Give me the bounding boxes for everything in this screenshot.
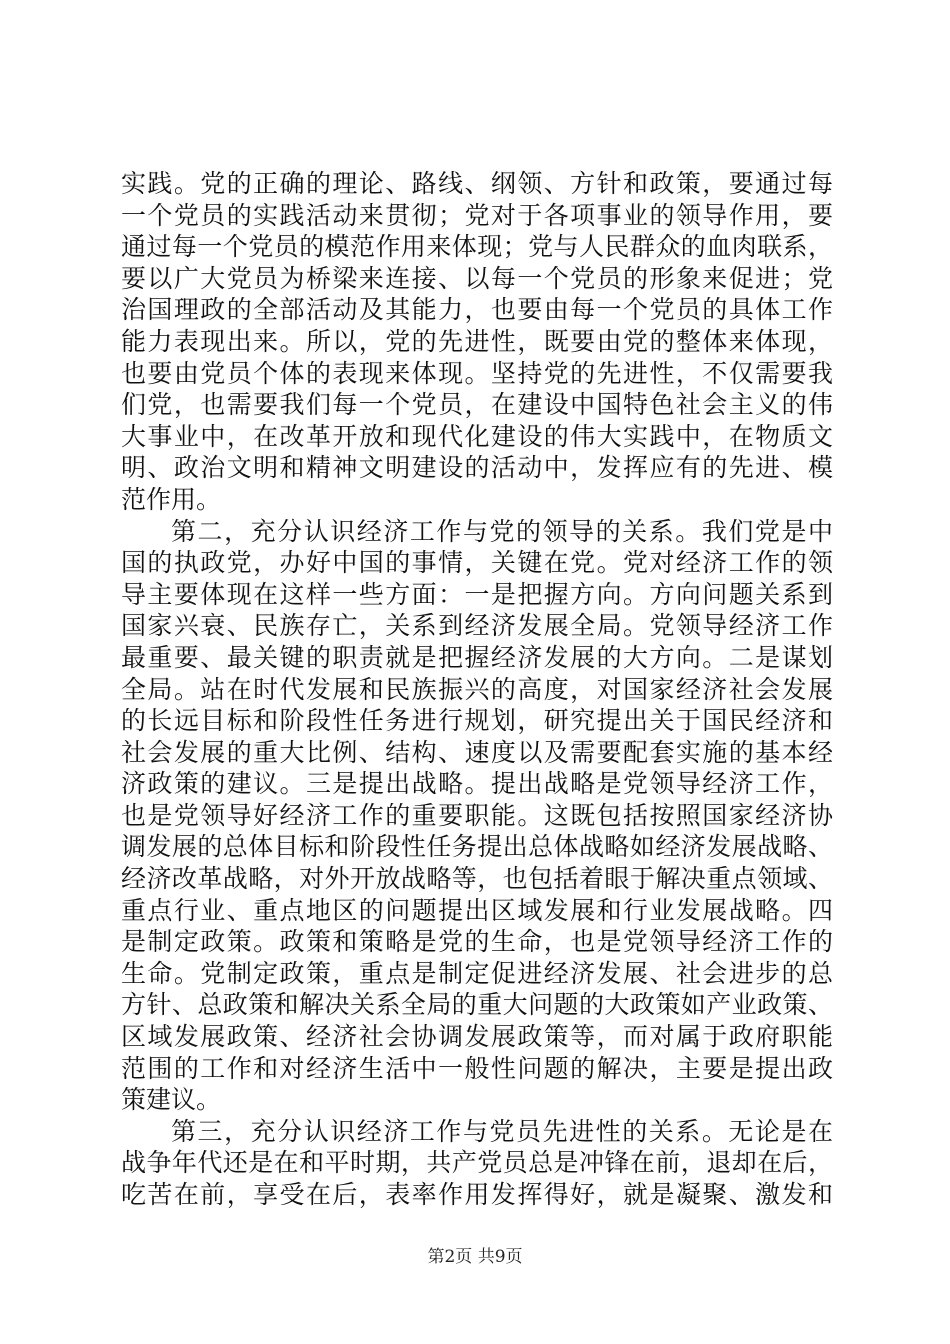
text-line: 大事业中，在改革开放和现代化建设的伟大实践中，在物质文 bbox=[121, 421, 833, 451]
text-line: 重点行业、重点地区的问题提出区域发展和行业发展战略。四 bbox=[121, 895, 833, 925]
text-line: 明、政治文明和精神文明建设的活动中，发挥应有的先进、模 bbox=[121, 453, 833, 483]
text-line: 的长远目标和阶段性任务进行规划，研究提出关于国民经济和 bbox=[121, 706, 833, 736]
text-line: 调发展的总体目标和阶段性任务提出总体战略如经济发展战略、 bbox=[121, 832, 833, 862]
text-line: 国家兴衰、民族存亡，关系到经济发展全局。党领导经济工作 bbox=[121, 611, 833, 641]
text-line: 导主要体现在这样一些方面：一是把握方向。方向问题关系到 bbox=[121, 579, 833, 609]
text-line: 们党，也需要我们每一个党员，在建设中国特色社会主义的伟 bbox=[121, 390, 833, 420]
text-line: 策建议。 bbox=[121, 1085, 222, 1115]
body-text bbox=[121, 168, 833, 1211]
text-line: 全局。站在时代发展和民族振兴的高度，对国家经济社会发展 bbox=[121, 674, 833, 704]
text-line: 范作用。 bbox=[121, 484, 222, 514]
text-line: 吃苦在前，享受在后，表率作用发挥得好，就是凝聚、激发和 bbox=[121, 1180, 833, 1209]
text-line: 也是党领导好经济工作的重要职能。这既包括按照国家经济协 bbox=[121, 800, 833, 830]
text-line: 实践。党的正确的理论、路线、纲领、方针和政策，要通过每 bbox=[121, 169, 833, 198]
page-footer: 第2页 共9页 bbox=[427, 1247, 523, 1267]
text-line: 社会发展的重大比例、结构、速度以及需要配套实施的基本经 bbox=[121, 737, 833, 767]
text-line: 也要由党员个体的表现来体现。坚持党的先进性，不仅需要我 bbox=[121, 358, 833, 388]
text-line: 战争年代还是在和平时期，共产党员总是冲锋在前，退却在后， bbox=[121, 1148, 833, 1178]
text-line: 济政策的建议。三是提出战略。提出战略是党领导经济工作， bbox=[121, 769, 833, 799]
text-line: 范围的工作和对经济生活中一般性问题的解决，主要是提出政 bbox=[121, 1053, 833, 1083]
text-line: 是制定政策。政策和策略是党的生命，也是党领导经济工作的 bbox=[121, 927, 833, 957]
text-line: 最重要、最关键的职责就是把握经济发展的大方向。二是谋划 bbox=[121, 642, 833, 672]
paragraph-start-line: 第二，充分认识经济工作与党的领导的关系。我们党是中 bbox=[171, 516, 833, 546]
text-line: 方针、总政策和解决关系全局的重大问题的大政策如产业政策、 bbox=[121, 990, 833, 1020]
text-line: 能力表现出来。所以，党的先进性，既要由党的整体来体现， bbox=[121, 326, 833, 356]
text-line: 经济改革战略，对外开放战略等，也包括着眼于解决重点领域、 bbox=[121, 864, 833, 894]
text-line: 区域发展政策、经济社会协调发展政策等，而对属于政府职能 bbox=[121, 1022, 833, 1052]
paragraph-start-line: 第三，充分认识经济工作与党员先进性的关系。无论是在 bbox=[171, 1116, 833, 1146]
text-line: 要以广大党员为桥梁来连接、以每一个党员的形象来促进；党 bbox=[121, 263, 833, 293]
text-line: 一个党员的实践活动来贯彻；党对于各项事业的领导作用，要 bbox=[121, 200, 833, 230]
text-line: 国的执政党，办好中国的事情，关键在党。党对经济工作的领 bbox=[121, 548, 833, 578]
text-line: 生命。党制定政策，重点是制定促进经济发展、社会进步的总 bbox=[121, 958, 833, 988]
text-line: 通过每一个党员的模范作用来体现；党与人民群众的血肉联系， bbox=[121, 232, 833, 262]
text-line: 治国理政的全部活动及其能力，也要由每一个党员的具体工作 bbox=[121, 295, 833, 325]
